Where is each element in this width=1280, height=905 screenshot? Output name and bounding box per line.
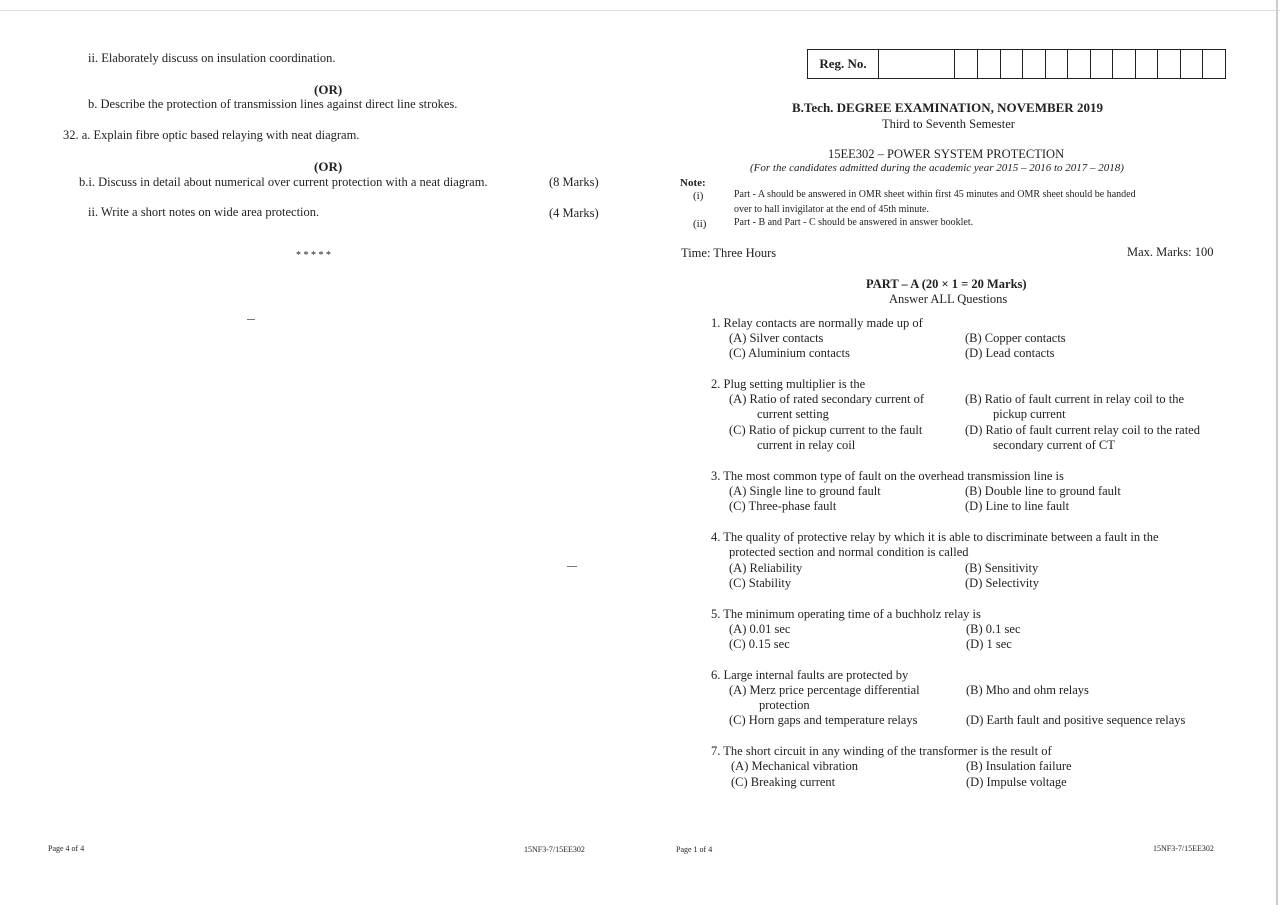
question-stem: 6. Large internal faults are protected by <box>711 668 909 682</box>
option-d: (D) Selectivity <box>965 576 1039 590</box>
reg-no-cell <box>955 50 978 78</box>
max-marks: Max. Marks: 100 <box>1127 245 1214 259</box>
option-c: (C) 0.15 sec <box>729 637 790 651</box>
part-title: PART – A (20 × 1 = 20 Marks) <box>866 277 1027 291</box>
option-a-cont: current setting <box>757 407 829 421</box>
question-stem: 2. Plug setting multiplier is the <box>711 377 866 391</box>
option-d: (D) Ratio of fault current relay coil to the rated <box>965 423 1200 437</box>
semester: Third to Seventh Semester <box>882 117 1015 131</box>
q32-a: 32. a. Explain fibre optic based relaying with neat diagram. <box>63 128 360 142</box>
reg-no-cell <box>1158 50 1181 78</box>
option-d: (D) Lead contacts <box>965 346 1055 360</box>
note-i-line2: over to hall invigilator at the end of 45th minute. <box>734 204 929 215</box>
note-label: Note: <box>680 177 706 189</box>
reg-no-label: Reg. No. <box>808 50 879 78</box>
question-stem-cont: protected section and normal condition is called <box>729 545 969 559</box>
question-stem: 1. Relay contacts are normally made up of <box>711 316 923 330</box>
reg-no-cell <box>1181 50 1204 78</box>
q32-ii: ii. Write a short notes on wide area protection. <box>88 205 320 219</box>
candidates-note: (For the candidates admitted during the academic year 2015 – 2016 to 2017 – 2018) <box>750 162 1124 174</box>
or-separator: (OR) <box>314 82 343 97</box>
option-a: (A) Mechanical vibration <box>731 759 859 773</box>
q31-b: b. Describe the protection of transmission lines against direct line strokes. <box>88 97 458 111</box>
option-a: (A) Reliability <box>729 561 803 575</box>
option-c: (C) Horn gaps and temperature relays <box>729 713 918 727</box>
end-mark: * * * * * <box>296 250 331 261</box>
option-d: (D) Line to line fault <box>965 499 1070 513</box>
option-a: (A) Ratio of rated secondary current of <box>729 392 925 406</box>
option-c: (C) Breaking current <box>731 775 836 789</box>
option-c: (C) Three-phase fault <box>729 499 837 513</box>
option-b: (B) 0.1 sec <box>966 622 1021 636</box>
marks-label: (4 Marks) <box>549 206 599 220</box>
option-c: (C) Ratio of pickup current to the fault <box>729 423 923 437</box>
reg-no-cell <box>1091 50 1114 78</box>
footer-code: 15NF3-7/15EE302 <box>1153 844 1214 853</box>
or-separator: (OR) <box>314 159 343 174</box>
reg-no-cell <box>1113 50 1136 78</box>
reg-no-box <box>807 49 1226 79</box>
option-a: (A) Single line to ground fault <box>729 484 881 498</box>
reg-no-cell <box>1046 50 1069 78</box>
option-b: (B) Sensitivity <box>965 561 1039 575</box>
reg-no-cell <box>1023 50 1046 78</box>
option-a-cont: protection <box>759 698 810 712</box>
note-i-line1: Part - A should be answered in OMR sheet within first 45 minutes and OMR sheet should be handed <box>734 189 1136 200</box>
footer-page: Page 1 of 4 <box>676 845 713 854</box>
option-c: (C) Stability <box>729 576 792 590</box>
reg-no-cell <box>1068 50 1091 78</box>
reg-no-cell <box>1001 50 1024 78</box>
option-d: (D) Earth fault and positive sequence relays <box>966 713 1186 727</box>
exam-title: B.Tech. DEGREE EXAMINATION, NOVEMBER 2019 <box>792 100 1103 115</box>
option-b: (B) Copper contacts <box>965 331 1066 345</box>
option-d: (D) Impulse voltage <box>966 775 1067 789</box>
course-title: 15EE302 – POWER SYSTEM PROTECTION <box>828 147 1065 161</box>
question-stem: 4. The quality of protective relay by which it is able to discriminate between a fault in the <box>711 530 1159 544</box>
footer-code: 15NF3-7/15EE302 <box>524 845 585 854</box>
option-d-cont: secondary current of CT <box>993 438 1115 452</box>
option-d: (D) 1 sec <box>966 637 1012 651</box>
option-b: (B) Insulation failure <box>966 759 1072 773</box>
q32-bi: b.i. Discuss in detail about numerical over current protection with a neat diagram. <box>79 175 488 189</box>
option-a: (A) 0.01 sec <box>729 622 791 636</box>
reg-no-cell <box>1136 50 1159 78</box>
question-stem: 5. The minimum operating time of a buchholz relay is <box>711 607 981 621</box>
part-subtitle: Answer ALL Questions <box>889 292 1008 306</box>
option-b: (B) Double line to ground fault <box>965 484 1121 498</box>
note-ii-number: (ii) <box>693 218 707 230</box>
option-b: (B) Ratio of fault current in relay coil to the <box>965 392 1185 406</box>
reg-no-cell <box>978 50 1001 78</box>
note-i-number: (i) <box>693 190 704 202</box>
note-ii-text: Part - B and Part - C should be answered in answer booklet. <box>734 217 974 228</box>
reg-no-cell <box>1203 50 1225 78</box>
question-stem: 7. The short circuit in any winding of the transformer is the result of <box>711 744 1052 758</box>
q31-ii: ii. Elaborately discuss on insulation coordination. <box>88 51 336 65</box>
marks-label: (8 Marks) <box>549 175 599 189</box>
footer-page: Page 4 of 4 <box>48 844 85 853</box>
option-a: (A) Silver contacts <box>729 331 824 345</box>
question-stem: 3. The most common type of fault on the overhead transmission line is <box>711 469 1064 483</box>
option-b: (B) Mho and ohm relays <box>966 683 1089 697</box>
option-a: (A) Merz price percentage differential <box>729 683 920 697</box>
option-c-cont: current in relay coil <box>757 438 856 452</box>
option-b-cont: pickup current <box>993 407 1066 421</box>
reg-no-cell <box>879 50 955 78</box>
time-label: Time: Three Hours <box>681 246 777 260</box>
option-c: (C) Aluminium contacts <box>729 346 850 360</box>
